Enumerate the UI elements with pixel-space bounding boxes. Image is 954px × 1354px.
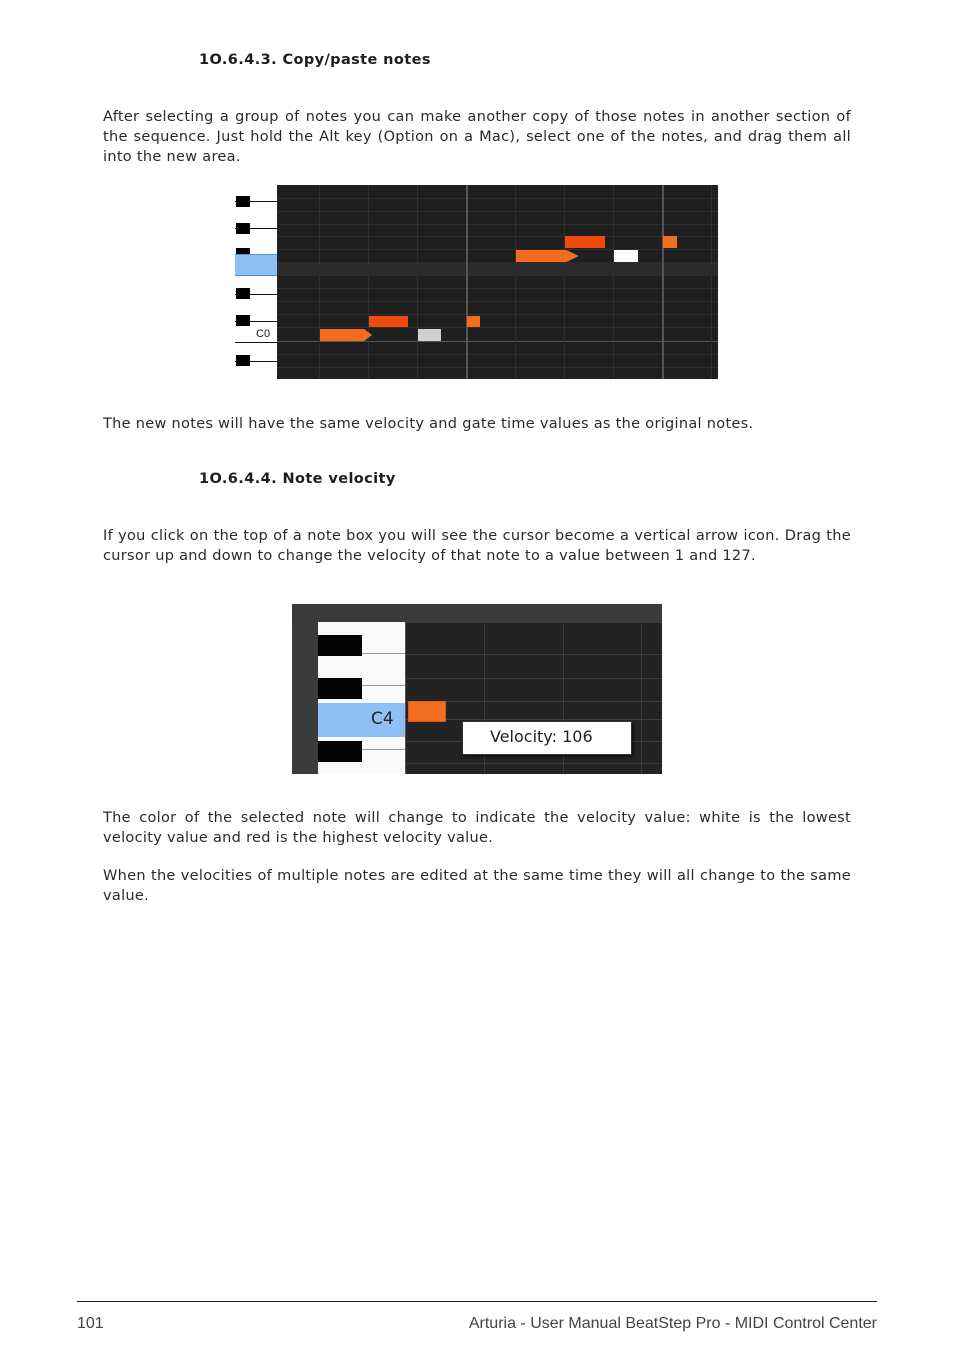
black-key[interactable] xyxy=(236,196,250,207)
piano-keyboard xyxy=(235,185,277,379)
black-key[interactable] xyxy=(236,223,250,234)
section-heading-note-velocity: 1O.6.4.4. Note velocity xyxy=(199,471,396,487)
velocity-tooltip-text: Velocity: 106 xyxy=(490,727,593,746)
black-key[interactable] xyxy=(318,741,362,762)
note-copy-4[interactable] xyxy=(663,236,677,248)
velocity-paragraph: If you click on the top of a note box you will see the cursor become a vertical arrow icon. Drag the cursor up and down to change the velocity of that note to a value between 1 and 127. xyxy=(103,528,851,564)
note-original-3[interactable] xyxy=(418,329,441,341)
note-copy-3[interactable] xyxy=(614,250,638,262)
black-key[interactable] xyxy=(236,288,250,299)
note-copy-2[interactable] xyxy=(565,236,605,248)
note-copy-1[interactable] xyxy=(516,250,579,262)
velocity-color-paragraph: The color of the selected note will change to indicate the velocity value: white is the lowest velocity value and red is the highest velocity value. xyxy=(103,810,851,846)
piano-roll-copy-figure xyxy=(235,185,718,379)
note-original-2[interactable] xyxy=(369,316,408,327)
copy-paste-paragraph: After selecting a group of notes you can make another copy of those notes in another section of the sequence. Just hold the Alt key (Option on a Mac), select one of the notes, and drag them all into the new area. xyxy=(103,109,851,165)
note-grid[interactable] xyxy=(277,185,718,379)
velocity-multiple-paragraph: When the velocities of multiple notes are edited at the same time they will all change to the same value. xyxy=(103,868,851,904)
selected-key[interactable] xyxy=(235,254,277,276)
black-key[interactable] xyxy=(318,635,362,656)
key-label-c0: C0 xyxy=(256,328,271,340)
copy-paste-note-paragraph: The new notes will have the same velocity and gate time values as the original notes. xyxy=(103,416,754,432)
black-key[interactable] xyxy=(236,355,250,366)
black-key[interactable] xyxy=(236,315,250,326)
key-label-c4: C4 xyxy=(371,709,394,729)
note-original-1[interactable] xyxy=(320,329,372,341)
black-key[interactable] xyxy=(318,678,362,699)
piano-keyboard-zoom xyxy=(318,622,405,774)
footer-title: Arturia - User Manual BeatStep Pro - MIDI Control Center xyxy=(468,1315,877,1332)
page-number: 101 xyxy=(77,1315,104,1332)
velocity-figure xyxy=(292,604,662,774)
velocity-note[interactable] xyxy=(408,701,446,722)
section-heading-copy-paste: 1O.6.4.3. Copy/paste notes xyxy=(199,52,431,68)
velocity-tooltip xyxy=(462,721,632,755)
footer-divider xyxy=(77,1301,877,1302)
note-original-4[interactable] xyxy=(467,316,480,327)
